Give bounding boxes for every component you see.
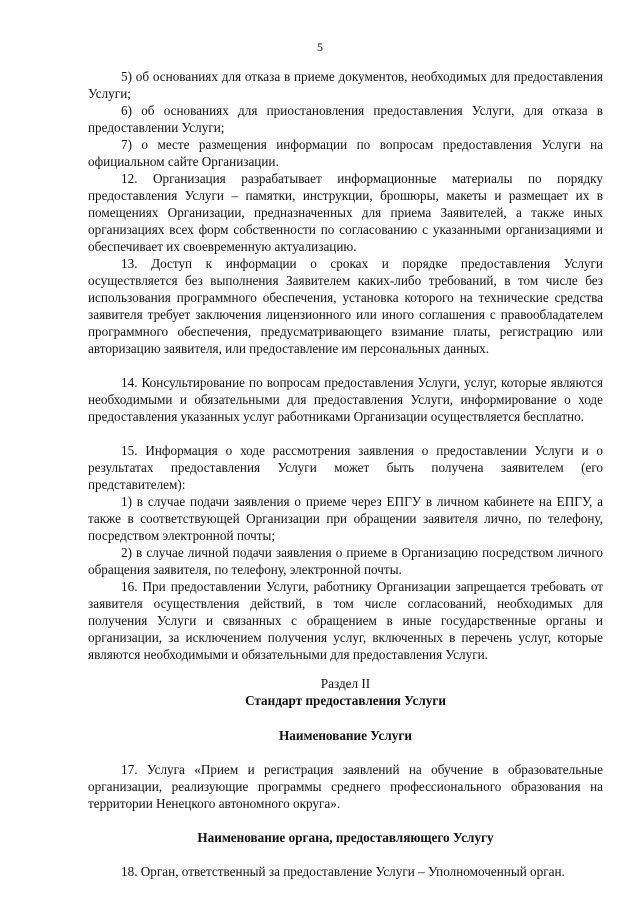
paragraph-15-2: 2) в случае личной подачи заявления о приеме в Организацию посредством личного обращения заявителя, по телефону, электронной почты. bbox=[88, 545, 603, 577]
paragraph-16: 16. При предоставлении Услуги, работнику Организации запрещается требовать от заявителя осуществления действий, в том числе согласований, необходимых для получения Услуги и связанных с обращением в иные государственные органы и организации, за исключением получения услуг, включенных в перечень услуг, которые являются необходимыми и обязательными для предоставления Услуги. bbox=[88, 579, 603, 662]
paragraph-12: 12. Организация разрабатывает информационные материалы по порядку предоставления Услуги – памятки, инструкции, брошюры, макеты и размещает их в помещениях Организации, предназначенных для приема Заявителей, а также иных организациях всех форм собственности по согласованию с указанными организациями и обеспечивает их своевременную актуализацию. bbox=[88, 171, 603, 254]
paragraph-14: 14. Консультирование по вопросам предоставления Услуги, услуг, которые являются необходимыми и обязательными для предоставления Услуги, информирование о ходе предоставления указанных услуг работниками Организации осуществляется бесплатно. bbox=[88, 375, 603, 424]
paragraph-13: 13. Доступ к информации о сроках и порядке предоставления Услуги осуществляется без выполнения Заявителем каких-либо требований, в том числе без использования программного обеспечения, установка которого на технические средства заявителя требует заключения лицензионного или иного соглашения с правообладателем программного обеспечения, предусматривающего взимание платы, регистрацию или авторизацию заявителя, или предоставление им персональных данных. bbox=[88, 256, 603, 356]
page-number: 5 bbox=[317, 40, 323, 54]
paragraph-7: 7) о месте размещения информации по вопросам предоставления Услуги на официальном сайте Организации. bbox=[88, 137, 603, 169]
paragraph-18: 18. Орган, ответственный за предоставление Услуги – Уполномоченный орган. bbox=[121, 864, 565, 879]
paragraph-6: 6) об основаниях для приостановления предоставления Услуги, для отказа в предоставлении Услуги; bbox=[88, 103, 603, 135]
paragraph-15-1: 1) в случае подачи заявления о приеме через ЕПГУ в личном кабинете на ЕПГУ, а также в соответствующей Организации при обращении заявителя лично, по телефону, посредством электронной почты; bbox=[88, 494, 603, 543]
paragraph-17: 17. Услуга «Прием и регистрация заявлений на обучение в образовательные организации, реализующие программы среднего профессионального образования на территории Ненецкого автономного округа». bbox=[88, 762, 603, 811]
section-title: Стандарт предоставления Услуги bbox=[245, 693, 446, 708]
heading-service-name: Наименование Услуги bbox=[279, 728, 412, 743]
paragraph-5: 5) об основаниях для отказа в приеме документов, необходимых для предоставления Услуги; bbox=[88, 69, 603, 101]
paragraph-15: 15. Информация о ходе рассмотрения заявления о предоставлении Услуги и о результатах предоставления Услуги может быть получена заявителем (его представителем): bbox=[88, 443, 603, 492]
heading-organ: Наименование органа, предоставляющего Услугу bbox=[197, 830, 494, 845]
section-label: Раздел II bbox=[320, 676, 371, 691]
